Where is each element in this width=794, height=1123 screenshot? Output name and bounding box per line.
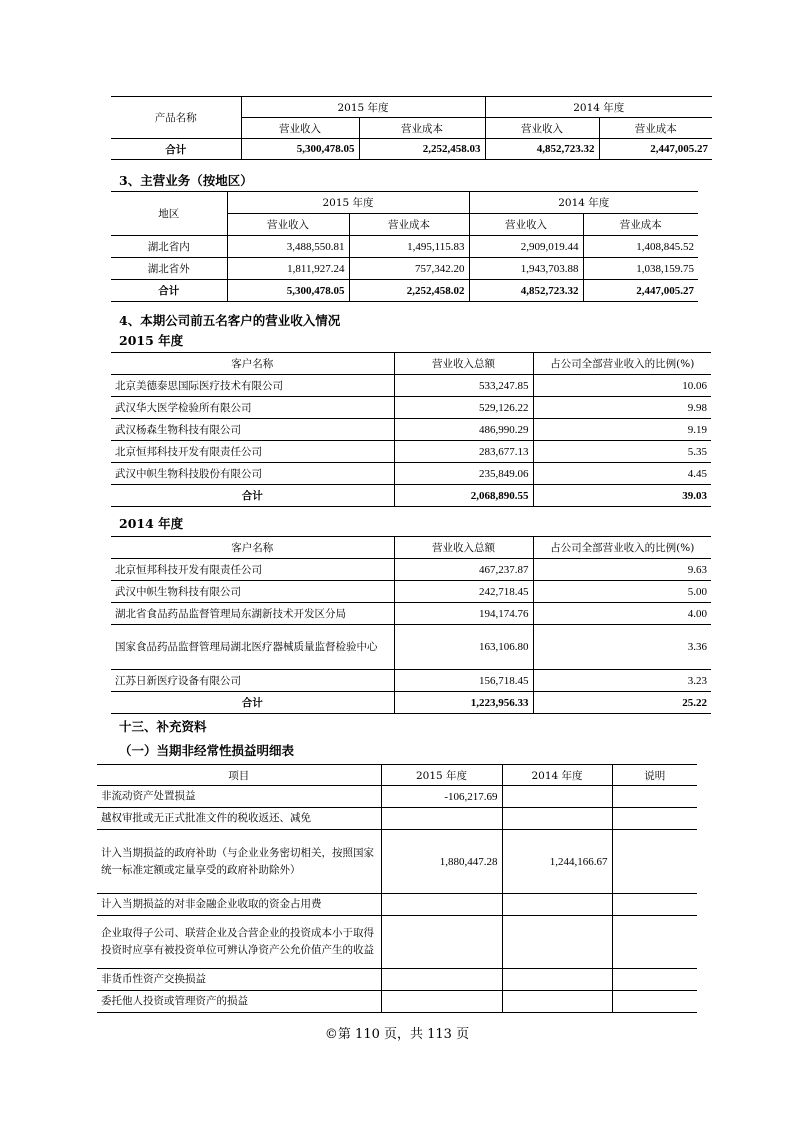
row-ratio: 9.19 — [533, 419, 711, 441]
total-amount: 1,223,956.33 — [394, 692, 533, 714]
row-amount: 194,174.76 — [394, 603, 533, 625]
table-row — [111, 581, 711, 603]
row-ratio: 4.00 — [533, 603, 711, 625]
total-ratio: 25.22 — [533, 692, 711, 714]
row-value-2015 — [381, 969, 502, 991]
total-label: 合计 — [111, 139, 241, 160]
top-customers-2014-table — [111, 536, 711, 714]
table-row-total — [111, 139, 712, 160]
row-ratio: 9.63 — [533, 559, 711, 581]
table-row — [111, 397, 711, 419]
header-2015: 2015 年度 — [241, 97, 485, 118]
row-customer-name: 江苏日新医疗设备有限公司 — [111, 670, 394, 692]
row-value-2015: -106,217.69 — [381, 786, 502, 808]
total-cost-2015: 2,252,458.02 — [349, 280, 469, 302]
row-value-2014 — [502, 991, 612, 1013]
row-ratio: 3.36 — [533, 625, 711, 670]
row-cost-2014: 1,408,845.52 — [583, 236, 698, 258]
header-2015: 2015 年度 — [381, 765, 502, 786]
table-row — [111, 258, 698, 280]
table-row — [97, 969, 697, 991]
header-region: 地区 — [111, 192, 227, 236]
table-row — [97, 808, 697, 830]
row-customer-name: 武汉中帜生物科技有限公司 — [111, 581, 394, 603]
header-revenue-total: 营业收入总额 — [394, 537, 533, 559]
header-note: 说明 — [612, 765, 697, 786]
page-footer: ©第 110 页，共 113 页 — [324, 1027, 470, 1042]
table-row — [97, 786, 697, 808]
header-revenue-2015: 营业收入 — [227, 214, 349, 236]
row-ratio: 4.45 — [533, 463, 711, 485]
header-2014: 2014 年度 — [502, 765, 612, 786]
row-item: 委托他人投资或管理资产的损益 — [97, 991, 381, 1013]
total-revenue-2014: 4,852,723.32 — [485, 139, 599, 160]
section-heading-3: 3、主营业务（按地区） — [119, 173, 253, 188]
table-row — [111, 670, 711, 692]
header-revenue-2014: 营业收入 — [469, 214, 583, 236]
row-cost-2015: 757,342.20 — [349, 258, 469, 280]
table-row — [97, 991, 697, 1013]
table-row-total — [111, 485, 711, 507]
row-value-2015: 1,880,447.28 — [381, 830, 502, 894]
header-revenue-total: 营业收入总额 — [394, 353, 533, 375]
total-revenue-2015: 5,300,478.05 — [241, 139, 359, 160]
header-revenue-2014: 营业收入 — [485, 118, 599, 139]
subheading-2015: 2015 年度 — [119, 333, 184, 348]
header-revenue-ratio: 占公司全部营业收入的比例(%) — [533, 353, 711, 375]
row-note — [612, 830, 697, 894]
row-ratio: 3.23 — [533, 670, 711, 692]
header-item: 项目 — [97, 765, 381, 786]
table-row — [97, 894, 697, 916]
top-customers-2015-table — [111, 352, 711, 507]
row-customer-name: 武汉中帜生物科技股份有限公司 — [111, 463, 394, 485]
row-customer-name: 北京美德泰思国际医疗技术有限公司 — [111, 375, 394, 397]
non-recurring-gains-table — [97, 764, 697, 1013]
table-row — [111, 603, 711, 625]
table-row-total — [111, 692, 711, 714]
header-cost-2014: 营业成本 — [583, 214, 698, 236]
row-customer-name: 国家食品药品监督管理局湖北医疗器械质量监督检验中心 — [111, 625, 394, 670]
row-value-2014 — [502, 916, 612, 969]
row-revenue-2014: 1,943,703.88 — [469, 258, 583, 280]
section-heading-13-1: （一）当期非经常性损益明细表 — [119, 743, 295, 758]
total-ratio: 39.03 — [533, 485, 711, 507]
row-item: 计入当期损益的对非金融企业收取的资金占用费 — [97, 894, 381, 916]
row-value-2014 — [502, 894, 612, 916]
row-amount: 533,247.85 — [394, 375, 533, 397]
row-item: 企业取得子公司、联营企业及合营企业的投资成本小于取得投资时应享有被投资单位可辨认净资产公允价值产生的收益 — [97, 916, 381, 969]
total-label: 合计 — [111, 485, 394, 507]
row-customer-name: 武汉华大医学检验所有限公司 — [111, 397, 394, 419]
row-note — [612, 969, 697, 991]
total-revenue-2015: 5,300,478.05 — [227, 280, 349, 302]
table-row — [97, 916, 697, 969]
header-cost-2015: 营业成本 — [349, 214, 469, 236]
row-item: 计入当期损益的政府补助（与企业业务密切相关，按照国家统一标准定额或定量享受的政府补助除外） — [97, 830, 381, 894]
row-value-2014 — [502, 808, 612, 830]
table-row-total — [111, 280, 698, 302]
header-2014: 2014 年度 — [485, 97, 712, 118]
row-ratio: 5.35 — [533, 441, 711, 463]
row-value-2015 — [381, 808, 502, 830]
total-label: 合计 — [111, 280, 227, 302]
row-amount: 242,718.45 — [394, 581, 533, 603]
table-row — [111, 463, 711, 485]
row-note — [612, 916, 697, 969]
section-heading-13: 十三、补充资料 — [119, 719, 207, 734]
region-revenue-table — [111, 191, 698, 302]
total-label: 合计 — [111, 692, 394, 714]
header-customer-name: 客户名称 — [111, 353, 394, 375]
row-customer-name: 湖北省食品药品监督管理局东湖新技术开发区分局 — [111, 603, 394, 625]
row-item: 越权审批或无正式批准文件的税收返还、减免 — [97, 808, 381, 830]
row-amount: 486,990.29 — [394, 419, 533, 441]
total-cost-2014: 2,447,005.27 — [599, 139, 712, 160]
row-value-2015 — [381, 916, 502, 969]
table-row — [111, 559, 711, 581]
row-customer-name: 北京恒邦科技开发有限责任公司 — [111, 559, 394, 581]
table-row — [111, 236, 698, 258]
row-value-2014 — [502, 969, 612, 991]
row-note — [612, 786, 697, 808]
header-2014: 2014 年度 — [469, 192, 698, 214]
header-product-name: 产品名称 — [111, 97, 241, 139]
row-revenue-2015: 3,488,550.81 — [227, 236, 349, 258]
subheading-2014: 2014 年度 — [119, 516, 184, 531]
row-ratio: 9.98 — [533, 397, 711, 419]
header-revenue-2015: 营业收入 — [241, 118, 359, 139]
header-cost-2014: 营业成本 — [599, 118, 712, 139]
row-amount: 467,237.87 — [394, 559, 533, 581]
row-ratio: 5.00 — [533, 581, 711, 603]
table-row — [111, 375, 711, 397]
header-revenue-ratio: 占公司全部营业收入的比例(%) — [533, 537, 711, 559]
row-ratio: 10.06 — [533, 375, 711, 397]
row-value-2014 — [502, 786, 612, 808]
row-revenue-2015: 1,811,927.24 — [227, 258, 349, 280]
header-customer-name: 客户名称 — [111, 537, 394, 559]
row-amount: 156,718.45 — [394, 670, 533, 692]
total-revenue-2014: 4,852,723.32 — [469, 280, 583, 302]
row-revenue-2014: 2,909,019.44 — [469, 236, 583, 258]
row-amount: 283,677.13 — [394, 441, 533, 463]
row-note — [612, 991, 697, 1013]
section-heading-4: 4、本期公司前五名客户的营业收入情况 — [119, 313, 341, 328]
row-item: 非流动资产处置损益 — [97, 786, 381, 808]
row-value-2014: 1,244,166.67 — [502, 830, 612, 894]
total-amount: 2,068,890.55 — [394, 485, 533, 507]
row-cost-2014: 1,038,159.75 — [583, 258, 698, 280]
row-amount: 163,106.80 — [394, 625, 533, 670]
row-note — [612, 894, 697, 916]
total-cost-2014: 2,447,005.27 — [583, 280, 698, 302]
header-2015: 2015 年度 — [227, 192, 469, 214]
row-region-name: 湖北省外 — [111, 258, 227, 280]
table-row — [97, 830, 697, 894]
table-row — [111, 625, 711, 670]
product-revenue-table — [111, 96, 712, 160]
total-cost-2015: 2,252,458.03 — [359, 139, 485, 160]
row-value-2015 — [381, 894, 502, 916]
row-item: 非货币性资产交换损益 — [97, 969, 381, 991]
row-amount: 235,849.06 — [394, 463, 533, 485]
table-row — [111, 419, 711, 441]
row-value-2015 — [381, 991, 502, 1013]
row-amount: 529,126.22 — [394, 397, 533, 419]
row-region-name: 湖北省内 — [111, 236, 227, 258]
table-row — [111, 441, 711, 463]
row-customer-name: 武汉杨森生物科技有限公司 — [111, 419, 394, 441]
row-customer-name: 北京恒邦科技开发有限责任公司 — [111, 441, 394, 463]
header-cost-2015: 营业成本 — [359, 118, 485, 139]
row-cost-2015: 1,495,115.83 — [349, 236, 469, 258]
row-note — [612, 808, 697, 830]
